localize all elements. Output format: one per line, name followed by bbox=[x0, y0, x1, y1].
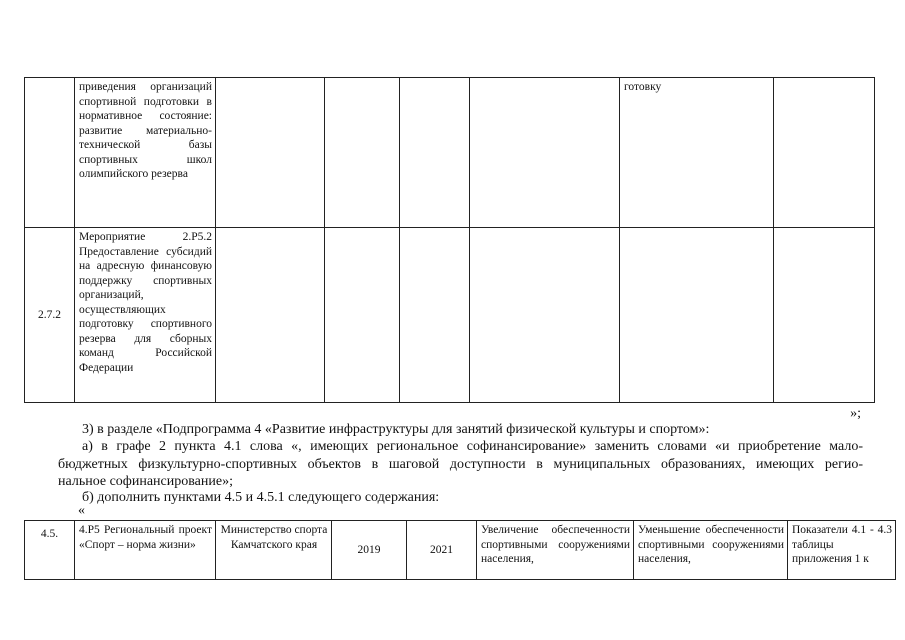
table-row bbox=[25, 521, 896, 580]
closing-quote: »; bbox=[850, 406, 861, 421]
empty-cell bbox=[470, 78, 620, 228]
empty-cell bbox=[216, 228, 325, 403]
project-name-cell bbox=[75, 521, 216, 580]
opening-quote: « bbox=[78, 503, 85, 518]
consequence-cell bbox=[620, 228, 774, 403]
empty-cell bbox=[774, 78, 875, 228]
text-line: бюджетных физкультурно-спортивных объектов в шаговой доступности в муниципальных образованиях, имеющих регио- bbox=[58, 456, 863, 472]
measure-name-cell: Мероприятие 2.Р5.2 Предоставление субсидий на адресную финансовую поддержку спортивных организаций, осуществляющих подготовку спортивного резерва для сборных команд Российской Федерации bbox=[75, 228, 216, 403]
empty-cell bbox=[774, 228, 875, 403]
row-number-cell: 2.7.2 bbox=[25, 228, 75, 403]
text-line: а) в графе 2 пункта 4.1 слова «, имеющих региональное софинансирование» заменить словами «и приобретение мало- bbox=[82, 439, 863, 454]
executor-text: Министерство спорта Камчатского края bbox=[220, 524, 328, 551]
amendment-item-b: б) дополнить пунктами 4.5 и 4.5.1 следующего содержания: bbox=[82, 490, 440, 505]
expected-result-cell bbox=[477, 521, 634, 580]
start-year-cell: 2019 bbox=[332, 521, 407, 580]
measures-table-bottom bbox=[24, 520, 896, 580]
row-number-cell bbox=[25, 78, 75, 228]
indicators-cell bbox=[788, 521, 896, 580]
table-row bbox=[25, 228, 875, 403]
empty-cell bbox=[325, 228, 400, 403]
consequence-text: Уменьшение обеспеченности спортивными сооружениями населения, bbox=[638, 524, 784, 565]
consequence-cell: готовку bbox=[620, 78, 774, 228]
empty-cell bbox=[400, 78, 470, 228]
empty-cell bbox=[325, 78, 400, 228]
end-year-cell: 2021 bbox=[407, 521, 477, 580]
project-name-text: 4.Р5 Региональный проект «Спорт – норма жизни» bbox=[79, 524, 212, 551]
empty-cell bbox=[400, 228, 470, 403]
amendment-item-a bbox=[58, 438, 863, 491]
table-row bbox=[25, 78, 875, 228]
measure-name-cell: приведения организаций спортивной подготовки в нормативное состояние: развитие материально-технической базы спортивных школ олимпийского резерва bbox=[75, 78, 216, 228]
amendment-item-3: 3) в разделе «Подпрограмма 4 «Развитие инфраструктуры для занятий физической культуры и спортом»: bbox=[82, 422, 710, 437]
empty-cell bbox=[470, 228, 620, 403]
consequence-cell bbox=[634, 521, 788, 580]
expected-result-text: Увеличение обеспеченности спортивными сооружениями населения, bbox=[481, 524, 630, 565]
text-line: нальное софинансирование»; bbox=[58, 474, 233, 489]
empty-cell bbox=[216, 78, 325, 228]
row-number-cell: 4.5. bbox=[25, 521, 75, 580]
executor-cell bbox=[216, 521, 332, 580]
indicators-text: Показатели 4.1 - 4.3 таблицы приложения 1 к bbox=[792, 524, 892, 565]
measures-table-top bbox=[24, 77, 875, 403]
